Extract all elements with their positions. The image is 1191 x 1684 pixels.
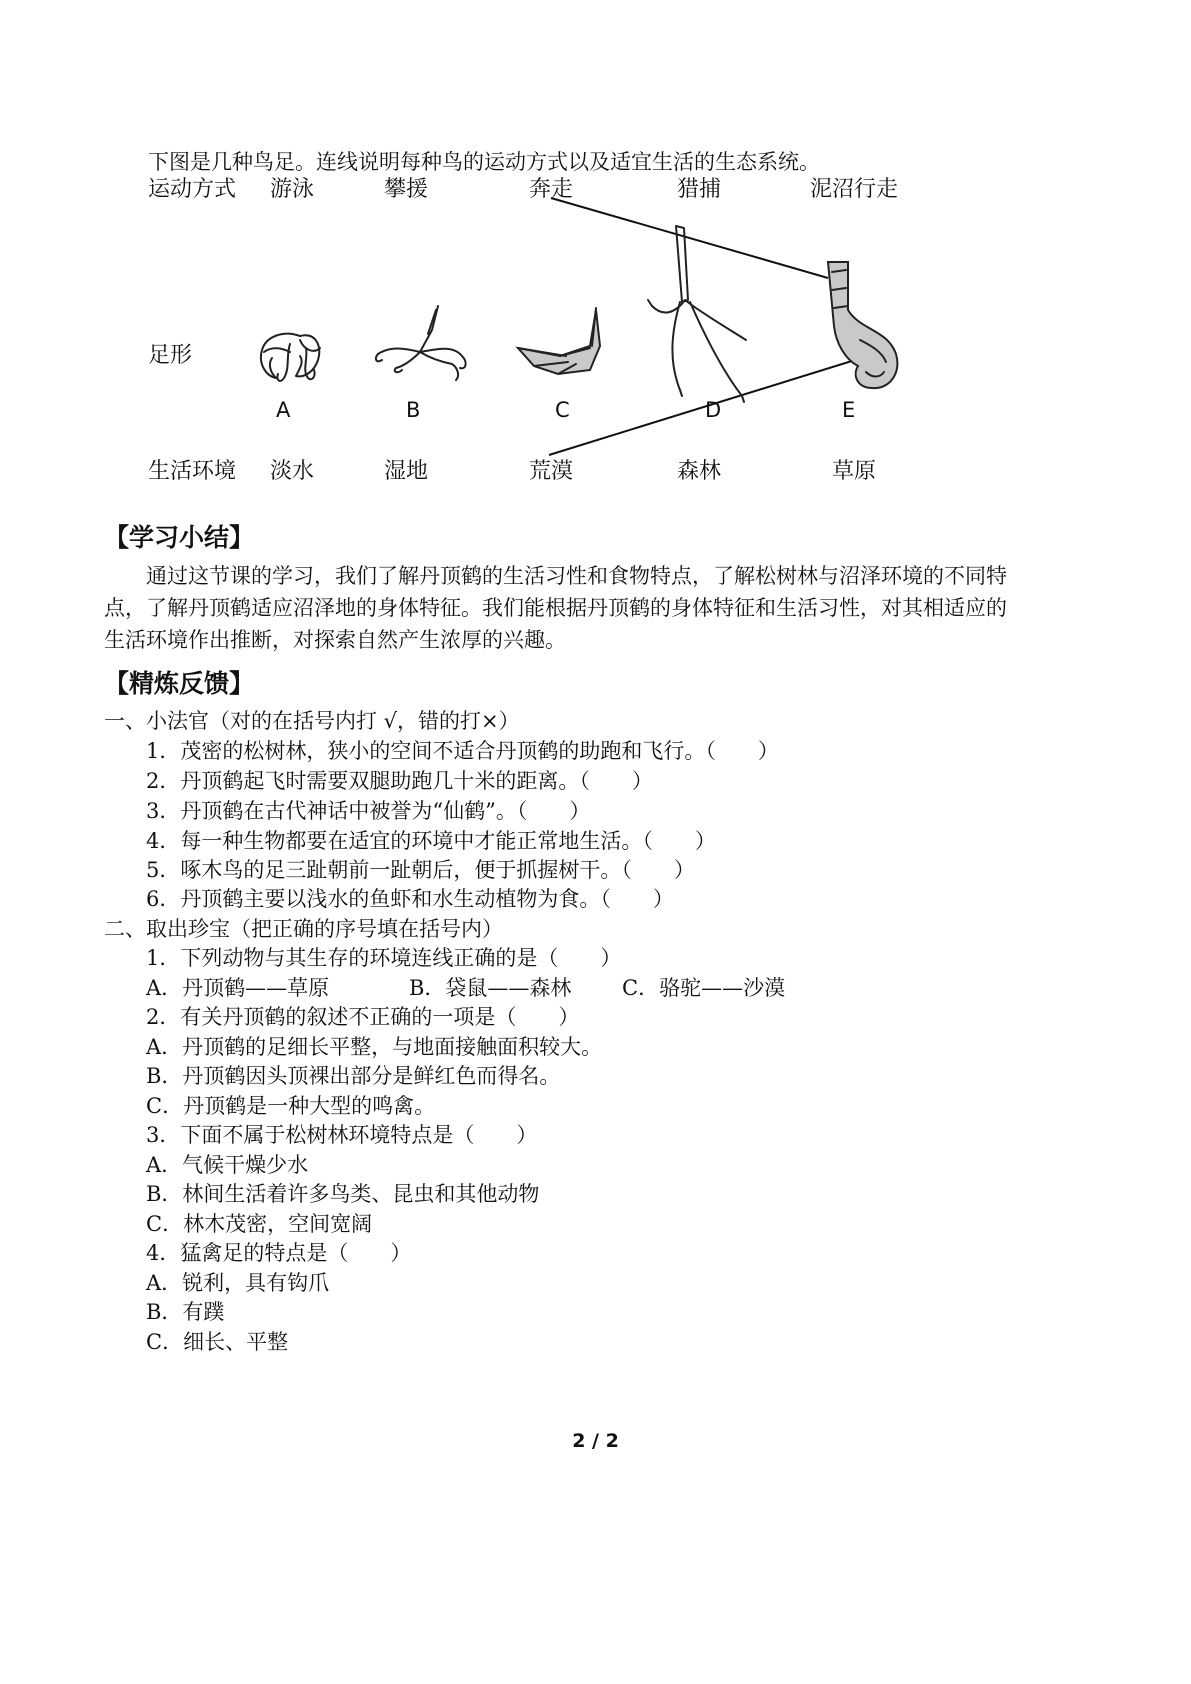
summary-paragraph: 通过这节课的学习，我们了解丹顶鹤的生活习性和食物特点，了解松树林与沼泽环境的不同特点，了解丹顶鹤适应沼泽地的身体特征。我们能根据丹顶鹤的身体特征和生活习性，对其相适应的生活环境作出推断，对探索自然产生浓厚的兴趣。: [104, 564, 1007, 652]
part1-title: 一、小法官（对的在括号内打 √，错的打×）: [104, 709, 520, 733]
tf-question-3: 3．丹顶鹤在古代神话中被誉为“仙鹤”。（ ）: [146, 799, 591, 823]
raptor-foot-icon: [261, 334, 320, 381]
mc-q2-option-b: B．丹顶鹤因头顶裸出部分是鲜红色而得名。: [146, 1064, 561, 1088]
habitat-label-freshwater: 淡水: [270, 459, 315, 484]
mc-q4-option-c: C．细长、平整: [146, 1330, 289, 1354]
mc-q3-option-c: C．林木茂密，空间宽阔: [146, 1212, 373, 1236]
habitat-label-wetland: 湿地: [384, 459, 429, 484]
motion-label-run: 奔走: [529, 177, 574, 202]
feedback-heading: 【精炼反馈】: [104, 669, 255, 698]
motion-label-marsh-walk: 泥沼行走: [810, 177, 899, 202]
row-label-foot: 足形: [148, 343, 193, 368]
mc-q3-option-a: A．气候干燥少水: [146, 1153, 309, 1177]
foot-letter-D: D: [705, 398, 722, 422]
ostrich-foot-icon: [828, 262, 897, 388]
long-toed-foot-icon: [648, 226, 746, 402]
mc-q2-option-c: C．丹顶鹤是一种大型的鸣禽。: [146, 1094, 436, 1118]
row-label-motion: 运动方式: [148, 177, 237, 202]
foot-letter-E: E: [842, 398, 856, 422]
foot-letter-B: B: [406, 398, 421, 422]
motion-label-climb: 攀援: [384, 177, 429, 202]
diagram-intro: 下图是几种鸟足。连线说明每种鸟的运动方式以及适宜生活的生态系统。: [148, 150, 820, 174]
bird-feet-diagram: [0, 0, 1191, 520]
tf-question-6: 6．丹顶鹤主要以浅水的鱼虾和水生动植物为食。（ ）: [146, 887, 674, 911]
row-label-habitat: 生活环境: [148, 459, 237, 484]
mc-question-2: 2．有关丹顶鹤的叙述不正确的一项是（ ）: [146, 1005, 580, 1029]
foot-letter-A: A: [276, 398, 291, 422]
habitat-label-desert: 荒漠: [529, 459, 574, 484]
habitat-label-grassland: 草原: [832, 459, 877, 484]
mc-q4-option-a: A．锐利，具有钩爪: [146, 1271, 330, 1295]
motion-label-hunt: 猎捕: [677, 177, 722, 202]
motion-label-swim: 游泳: [270, 177, 315, 202]
mc-question-4: 4．猛禽足的特点是（ ）: [146, 1241, 412, 1265]
mc-question-1: 1．下列动物与其生存的环境连线正确的是（ ）: [146, 946, 622, 970]
tf-question-5: 5．啄木鸟的足三趾朝前一趾朝后，便于抓握树干。（ ）: [146, 858, 695, 882]
tf-question-4: 4．每一种生物都要在适宜的环境中才能正常地生活。（ ）: [146, 829, 716, 853]
habitat-label-forest: 森林: [677, 459, 722, 484]
connector-line-run-to-E: [551, 198, 828, 278]
mc-q1-option-b: B．袋鼠——森林: [409, 976, 572, 1000]
mc-question-3: 3．下面不属于松树林环境特点是（ ）: [146, 1123, 538, 1147]
mc-q1-option-a: A．丹顶鹤——草原: [146, 976, 330, 1000]
tf-question-2: 2．丹顶鹤起飞时需要双腿助跑几十米的距离。（ ）: [146, 769, 653, 793]
perching-foot-icon: [376, 306, 466, 380]
foot-letter-C: C: [555, 398, 570, 422]
mc-q3-option-b: B．林间生活着许多鸟类、昆虫和其他动物: [146, 1182, 540, 1206]
mc-q4-option-b: B．有蹼: [146, 1300, 225, 1324]
mc-q2-option-a: A．丹顶鹤的足细长平整，与地面接触面积较大。: [146, 1035, 603, 1059]
summary-heading: 【学习小结】: [104, 523, 255, 552]
mc-q1-option-c: C．骆驼——沙漠: [622, 976, 786, 1000]
tf-question-1: 1．茂密的松树林，狭小的空间不适合丹顶鹤的助跑和飞行。（ ）: [146, 739, 779, 763]
webbed-foot-icon: [518, 308, 600, 374]
page-number: 2 / 2: [572, 1430, 619, 1452]
part2-title: 二、取出珍宝（把正确的序号填在括号内）: [104, 917, 503, 941]
